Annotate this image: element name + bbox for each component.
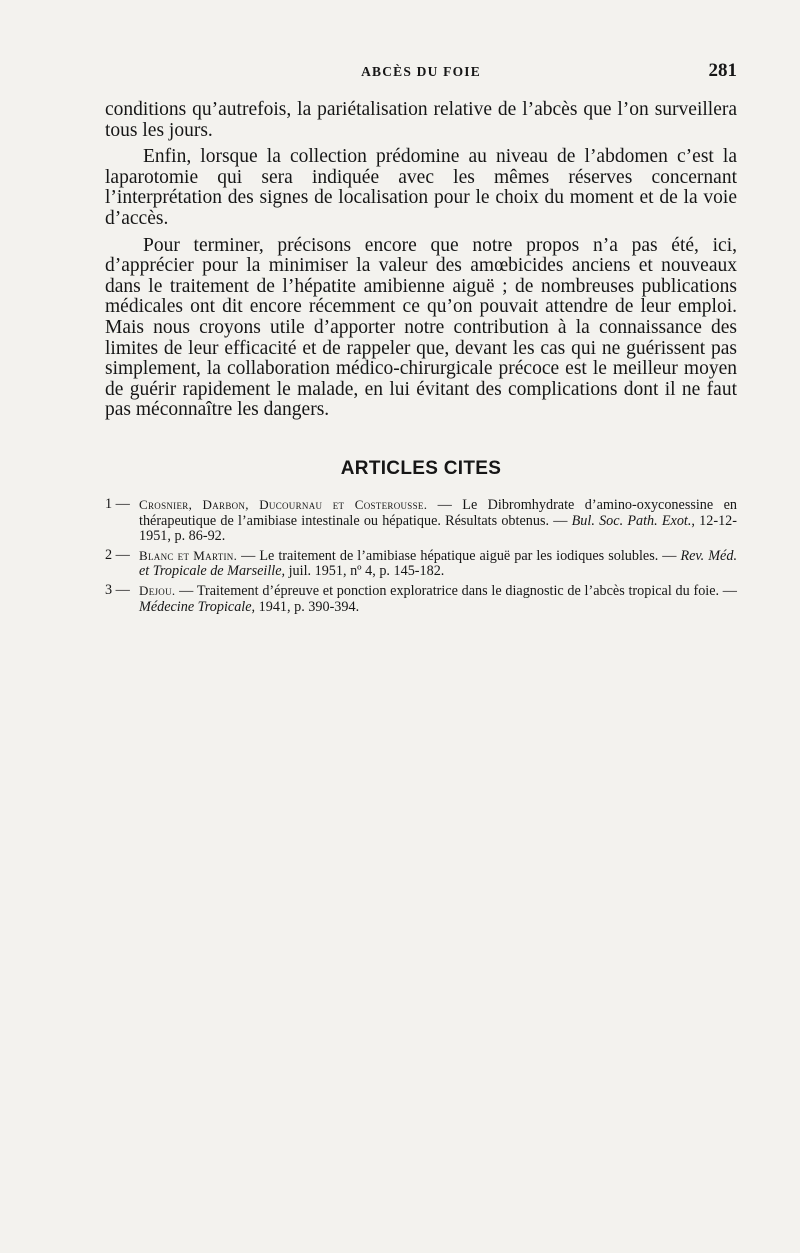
reference-title: — Traitement d’épreuve et ponction exploratrice dans le diagnostic de l’abcès tropical du foie. — <box>175 582 737 599</box>
reference-journal: Médecine Tropicale, <box>139 598 256 615</box>
paragraph-continuation: conditions qu’autrefois, la pariétalisation relative de l’abcès que l’on surveillera tous les jours. <box>105 99 737 141</box>
reference-journal: Rev. Méd. et Tropicale de Marseille, <box>139 547 737 580</box>
reference-authors: Dejou. <box>139 582 176 598</box>
reference-details: , 12-12-1951, p. 86-92. <box>139 512 737 545</box>
references-heading: ARTICLES CITES <box>340 458 502 479</box>
reference-number: 2 — <box>105 546 130 563</box>
body-text <box>105 100 737 421</box>
references-list <box>105 497 737 618</box>
reference-item <box>105 497 737 545</box>
reference-number: 1 — <box>105 496 130 512</box>
reference-details: 1941, p. 390-394. <box>255 598 360 615</box>
reference-title: — Le traitement de l’amibiase hépatique aiguë par les iodiques solubles. — <box>237 547 681 564</box>
reference-authors: Blanc et Martin. <box>139 547 238 563</box>
reference-number: 3 — <box>105 581 130 598</box>
reference-authors: Crosnier, Darbon, Ducournau et Costerousse. <box>139 497 428 512</box>
page-number: 281 <box>708 60 737 81</box>
paragraph-conclusion: Pour terminer, précisons encore que notre propos n’a pas été, ici, d’apprécier pour la minimiser la valeur des amœbicides anciens et nouveaux dans le traitement de l’hépatite amibienne aiguë ; de nombreuses publications médicales ont dit encore récemment ce qu’on pouvait attendre de leur emploi. Mais nous croyons utile d’apporter notre contribution à la connaissance des limites de leur efficacité et de rappeler que, devant les cas qui ne guérissent pas simplement, la collaboration médico-chirurgicale précoce est le meilleur moyen de guérir rapidement le malade, en lui évitant des complications dont il ne faut pas méconnaître les dangers. <box>105 234 737 421</box>
running-title: ABCÈS DU FOIE <box>361 64 481 79</box>
running-head <box>105 60 737 84</box>
reference-details: juil. 1951, nº 4, p. 145-182. <box>285 563 445 580</box>
reference-item <box>105 583 737 615</box>
reference-title: — Le Dibromhydrate d’amino-oxyconessine en thérapeutique de l’amibiase intestinale ou hépatique. Résultats obtenus. — <box>139 497 737 529</box>
reference-journal: Bul. Soc. Path. Exot. <box>571 512 692 529</box>
paragraph-laparotomie: Enfin, lorsque la collection prédomine au niveau de l’abdomen c’est la laparotomie qui sera indiquée avec les mêmes réserves concernant l’interprétation des signes de localisation pour le choix du moment et de la voie d’accès. <box>105 146 737 229</box>
reference-item <box>105 548 737 580</box>
